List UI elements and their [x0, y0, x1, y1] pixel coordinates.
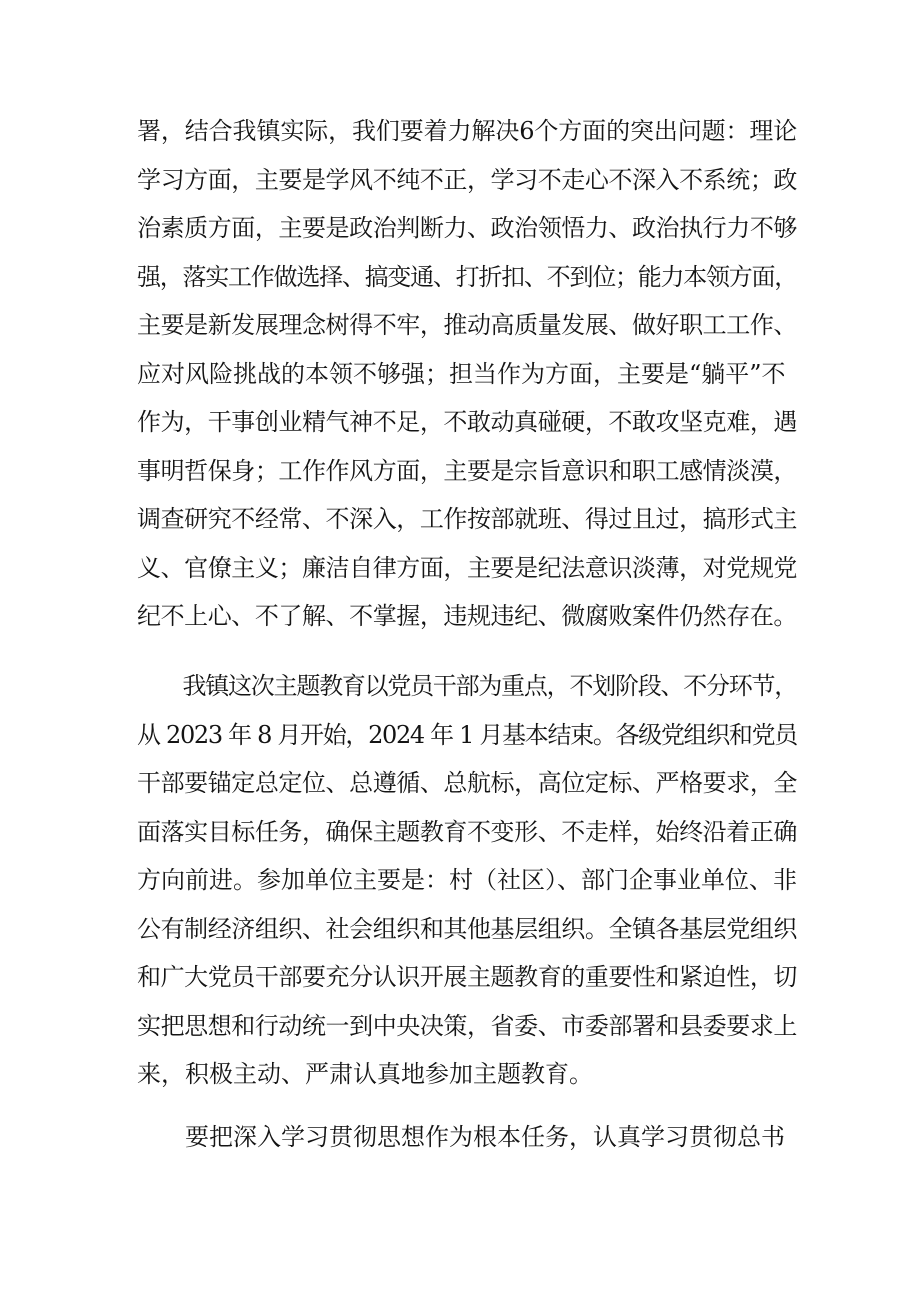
text-line: 学习方面，主要是学风不纯不正，学习不走心不深入不系统；政	[137, 165, 797, 194]
text-line: 应对风险挑战的本领不够强；担当作为方面，主要是“躺平”不	[137, 359, 786, 388]
text-line: 从 2023 年 8 月开始，2024 年 1 月基本结束。各级党组织和党员	[137, 720, 797, 749]
text-line: 来，积极主动、严肃认真地参加主题教育。	[137, 1060, 593, 1088]
text-line: 要把深入学习贯彻思想作为根本任务，认真学习贯彻总书	[137, 1123, 785, 1151]
text-line: 主要是新发展理念树得不牢，推动高质量发展、做好职工工作、	[137, 311, 797, 339]
text-line: 面落实目标任务，确保主题教育不变形、不走样，始终沿着正确	[137, 817, 797, 846]
text-line: 公有制经济组织、社会组织和其他基层组织。全镇各基层党组织	[137, 914, 797, 943]
text-line: 治素质方面，主要是政治判断力、政治领悟力、政治执行力不够	[137, 214, 797, 242]
text-line: 作为，干事创业精气神不足，不敢动真碰硬，不敢攻坚克难，遇	[137, 408, 797, 436]
text-line: 和广大党员干部要充分认识开展主题教育的重要性和紧迫性，切	[137, 963, 797, 991]
text-line: 调查研究不经常、不深入，工作按部就班、得过且过，搞形式主	[137, 505, 797, 533]
paragraph-3	[137, 1113, 785, 1162]
paragraph-1	[137, 107, 797, 641]
text-line: 纪不上心、不了解、不掌握，违规违纪、微腐败案件仍然存在。	[137, 602, 797, 630]
text-line: 强，落实工作做选择、搞变通、打折扣、不到位；能力本领方面，	[137, 262, 798, 291]
text-line: 实把思想和行动统一到中央决策，省委、市委部署和县委要求上	[137, 1011, 797, 1040]
text-line: 我镇这次主题教育以党员干部为重点，不划阶段、不分环节，	[137, 672, 798, 700]
text-line: 干部要锚定总定位、总遵循、总航标，高位定标、严格要求，全	[137, 769, 797, 797]
text-line: 义、官僚主义；廉洁自律方面，主要是纪法意识淡薄，对党规党	[137, 553, 797, 582]
text-line: 事明哲保身；工作作风方面，主要是宗旨意识和职工感情淡漠，	[137, 456, 797, 485]
text-line: 署，结合我镇实际，我们要着力解决6个方面的突出问题：理论	[137, 117, 798, 145]
paragraph-2	[137, 662, 797, 1099]
text-line: 方向前进。参加单位主要是：村（社区）、部门企事业单位、非	[137, 866, 797, 894]
